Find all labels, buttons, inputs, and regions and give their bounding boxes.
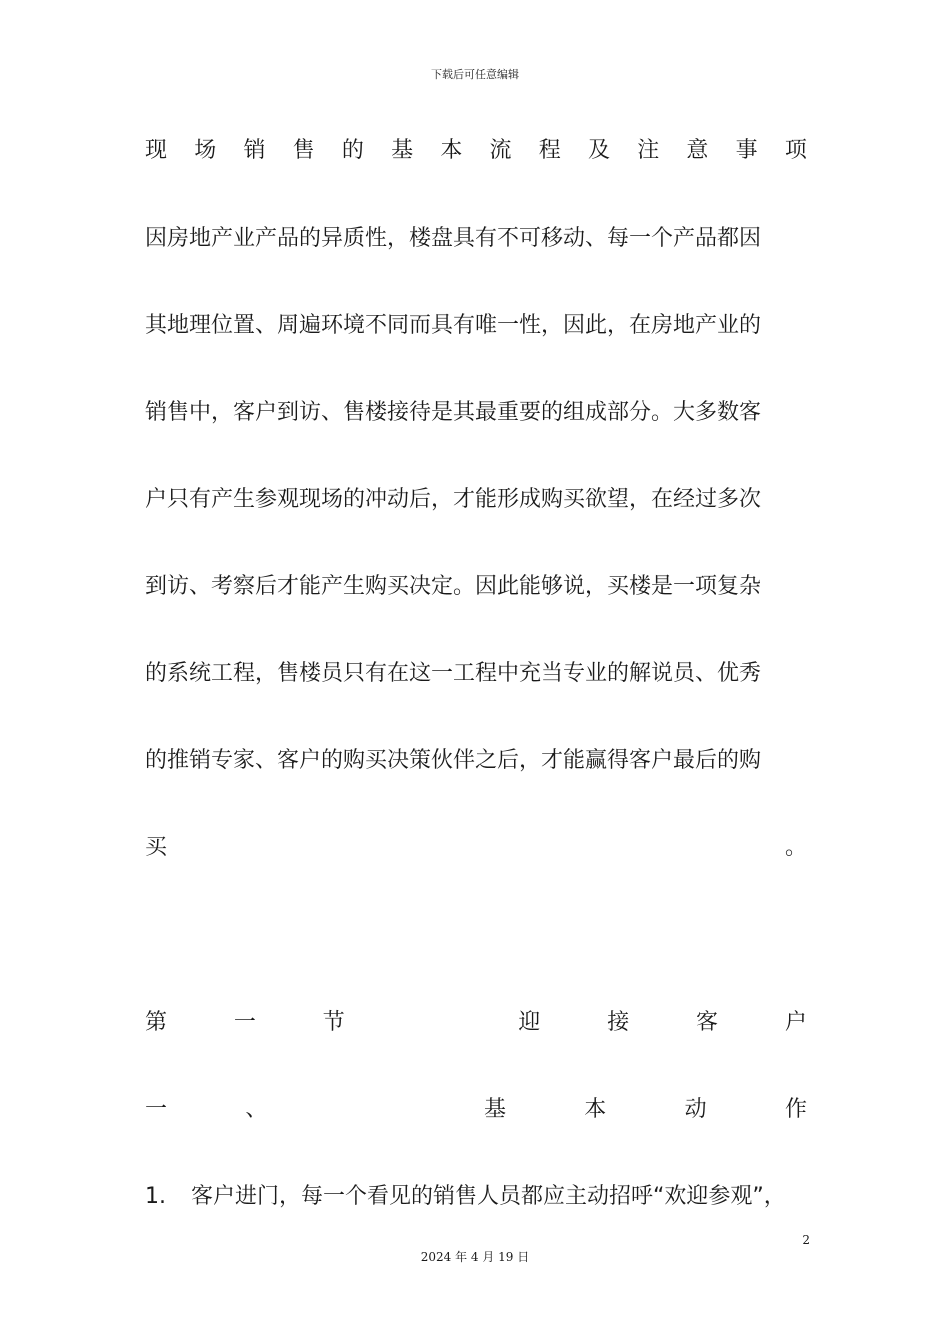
title-char: 程: [538, 138, 561, 163]
list-item-number: 1.: [145, 1184, 166, 1209]
section-heading-char: 户: [784, 1010, 807, 1035]
paragraph-line: 因房地产业产品的异质性，楼盘具有不可移动、每一个产品都因: [145, 226, 762, 251]
section-heading: [145, 1010, 807, 1036]
section-heading-char: 节: [322, 1010, 345, 1035]
title-char: 项: [784, 138, 807, 163]
document-title: [145, 138, 807, 164]
title-char: 及: [587, 138, 610, 163]
sub-heading-gap: [346, 1097, 406, 1123]
paragraph-end-mark: 。: [784, 835, 807, 860]
title-char: 事: [735, 138, 758, 163]
paragraph-line: 户只有产生参观现场的冲动后，才能形成购买欲望，在经过多次: [145, 487, 762, 512]
sub-heading-char: 、: [245, 1097, 268, 1122]
paragraph-last-text: 买: [145, 835, 168, 860]
sub-heading-char: 动: [684, 1097, 707, 1122]
paragraph-line: 其地理位置、周遍环境不同而具有唯一性，因此，在房地产业的: [145, 313, 762, 338]
list-item-text: 客户进门，每一个看见的销售人员都应主动招呼“欢迎参观”，: [191, 1184, 786, 1209]
title-char: 售: [292, 138, 315, 163]
title-char: 意: [686, 138, 709, 163]
sub-heading-char: 基: [483, 1097, 506, 1122]
paragraph-line: 到访、考察后才能产生购买决定。因此能够说，买楼是一项复杂: [145, 574, 762, 599]
title-char: 的: [341, 138, 364, 163]
section-heading-char: 迎: [518, 1010, 541, 1035]
footer-date: 2024 年 4 月 19 日: [420, 1250, 530, 1264]
title-char: 基: [391, 138, 414, 163]
paragraph-line: 的系统工程，售楼员只有在这一工程中充当专业的解说员、优秀: [145, 661, 762, 686]
title-char: 现: [145, 138, 168, 163]
title-char: 注: [637, 138, 660, 163]
paragraph-line: 销售中，客户到访、售楼接待是其最重要的组成部分。大多数客: [145, 400, 762, 425]
section-heading-gap: [412, 1010, 452, 1036]
list-item: [145, 1184, 820, 1210]
section-heading-char: 接: [607, 1010, 630, 1035]
sub-heading: [145, 1097, 807, 1123]
paragraph-last-line: [145, 835, 807, 861]
title-char: 本: [440, 138, 463, 163]
paragraph-line: 的推销专家、客户的购买决策伙伴之后，才能赢得客户最后的购: [145, 748, 762, 773]
section-heading-char: 一: [233, 1010, 256, 1035]
section-heading-char: 第: [145, 1010, 168, 1035]
sub-heading-char: 一: [145, 1097, 168, 1122]
section-heading-char: 客: [696, 1010, 719, 1035]
title-char: 流: [489, 138, 512, 163]
sub-heading-char: 作: [784, 1097, 807, 1122]
sub-heading-char: 本: [584, 1097, 607, 1122]
title-char: 销: [243, 138, 266, 163]
header-note: 下载后可任意编辑: [431, 68, 519, 81]
title-char: 场: [194, 138, 217, 163]
page-number: 2: [802, 1233, 810, 1247]
